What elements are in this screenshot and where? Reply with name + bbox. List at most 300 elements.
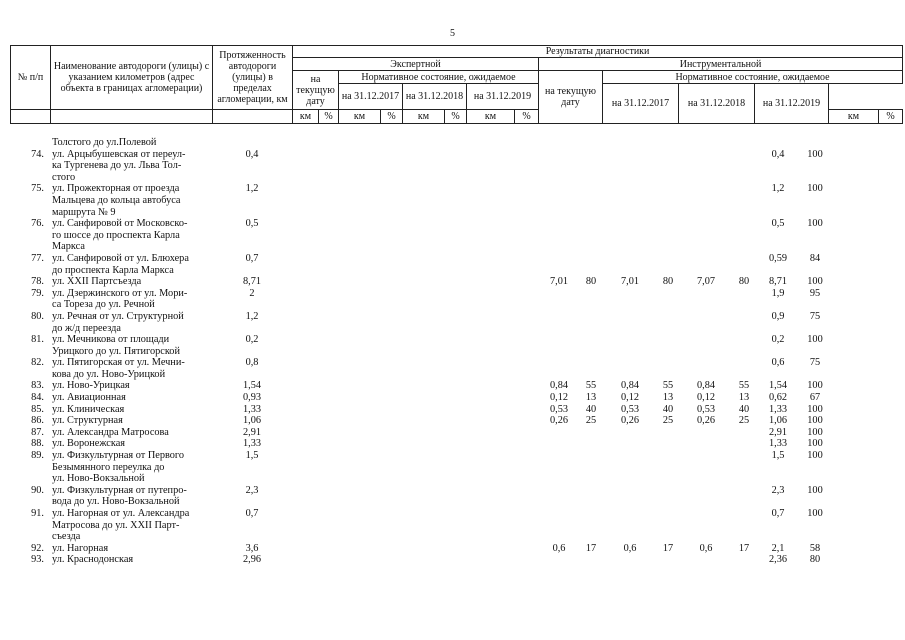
value-pct (318, 183, 338, 218)
table-row (10, 508, 902, 543)
road-length: 0,8 (245, 357, 259, 369)
road-name (50, 357, 212, 380)
road-name-line: маршрута № 9 (52, 206, 116, 218)
road-name (50, 438, 212, 450)
value-pct (734, 427, 754, 439)
value-km (466, 543, 514, 555)
value-km: 1,54 (768, 380, 788, 392)
value-km (338, 334, 380, 357)
table-row (10, 380, 902, 392)
value-km (466, 357, 514, 380)
value-km (538, 311, 580, 334)
value-km (292, 311, 318, 334)
table-row (10, 554, 902, 566)
value-km (602, 253, 658, 276)
road-name (50, 404, 212, 416)
value-km (678, 357, 734, 380)
value-pct (580, 334, 602, 357)
value-pct (318, 334, 338, 357)
value-pct (658, 554, 678, 566)
value-km (678, 427, 734, 439)
road-name (50, 380, 212, 392)
row-number: 74. (31, 148, 44, 160)
value-pct (380, 253, 402, 276)
value-km (678, 508, 734, 543)
value-pct (380, 137, 402, 149)
road-name-line: ул. XXII Партсъезда (52, 276, 142, 288)
value-km: 8,71 (768, 276, 788, 288)
value-km (292, 554, 318, 566)
road-name-line: стого (52, 171, 76, 183)
table-row (10, 404, 902, 416)
road-length: 1,2 (245, 310, 259, 322)
table-row (10, 357, 902, 380)
value-km: 0,6 (552, 542, 566, 554)
value-km (602, 485, 658, 508)
value-pct (444, 508, 466, 543)
unit-km: км (467, 110, 515, 124)
value-km (678, 485, 734, 508)
row-number: 89. (31, 450, 44, 462)
value-pct (734, 450, 754, 485)
value-km: 1,9 (771, 287, 785, 299)
value-km (466, 334, 514, 357)
value-pct (380, 357, 402, 380)
value-pct (658, 149, 678, 184)
row-number: 84. (31, 392, 44, 404)
value-pct (444, 380, 466, 392)
value-pct (380, 543, 402, 555)
table-row (10, 392, 902, 404)
value-km (402, 183, 444, 218)
value-pct (658, 450, 678, 485)
value-pct (444, 450, 466, 485)
value-pct: 80 (809, 554, 821, 566)
value-pct: 13 (585, 392, 597, 404)
value-km (678, 334, 734, 357)
value-km (538, 137, 580, 149)
value-km (538, 253, 580, 276)
table-row (10, 450, 902, 485)
value-pct (318, 450, 338, 485)
value-km: 0,9 (771, 310, 785, 322)
value-km (402, 543, 444, 555)
value-km (292, 149, 318, 184)
value-pct (658, 311, 678, 334)
value-pct (318, 415, 338, 427)
table-row (10, 427, 902, 439)
value-km (466, 380, 514, 392)
table-row (10, 311, 902, 334)
value-km: 2,36 (768, 554, 788, 566)
value-km (292, 334, 318, 357)
value-pct: 80 (585, 276, 597, 288)
road-name-line: ка Тургенева до ул. Льва Тол- (52, 160, 182, 172)
road-name (50, 450, 212, 485)
value-pct (380, 149, 402, 184)
header-current-instr: на текущую дату (539, 71, 603, 124)
value-pct (658, 508, 678, 543)
value-pct (734, 149, 754, 184)
value-pct: 75 (809, 357, 821, 369)
value-km (466, 276, 514, 288)
value-km (338, 380, 380, 392)
value-pct: 100 (807, 508, 823, 519)
value-km (538, 334, 580, 357)
value-pct (444, 554, 466, 566)
value-km (338, 427, 380, 439)
value-km (338, 357, 380, 380)
value-pct (514, 427, 538, 439)
value-km (466, 183, 514, 218)
value-pct: 95 (809, 287, 821, 299)
road-name (50, 183, 212, 218)
row-number: 75. (31, 183, 44, 195)
value-km: 0,6 (771, 357, 785, 369)
road-name (50, 218, 212, 253)
header-normative-instr: Нормативное состояние, ожидаемое (603, 71, 903, 84)
value-km: 0,26 (620, 415, 640, 427)
value-km (466, 137, 514, 149)
table-row (10, 183, 902, 218)
road-name-line: съезда (52, 531, 81, 543)
value-km (466, 149, 514, 184)
value-km (538, 427, 580, 439)
value-pct: 13 (662, 392, 674, 404)
row-number: 88. (31, 438, 44, 450)
road-name-line: ул. Пятигорская от ул. Мечни- (52, 357, 185, 369)
row-number: 82. (31, 357, 44, 369)
value-pct (734, 334, 754, 357)
value-km: 0,59 (768, 252, 788, 264)
value-pct (444, 334, 466, 357)
value-pct (380, 427, 402, 439)
value-pct (580, 357, 602, 380)
header-expert-2018: на 31.12.2018 (403, 84, 467, 110)
value-km (292, 485, 318, 508)
value-km (538, 288, 580, 311)
value-pct (658, 218, 678, 253)
value-pct: 25 (662, 415, 674, 427)
road-name-line: ул. Ново-Вокзальной (52, 473, 145, 485)
value-km (402, 288, 444, 311)
value-km: 0,5 (771, 218, 785, 230)
value-pct (734, 485, 754, 508)
value-km (466, 311, 514, 334)
value-km (292, 183, 318, 218)
road-name (50, 554, 212, 566)
header-normative-expert: Нормативное состояние, ожидаемое (339, 71, 539, 84)
value-km (402, 380, 444, 392)
value-km (402, 485, 444, 508)
value-pct: 100 (807, 450, 823, 462)
value-km (602, 137, 658, 149)
road-length: 1,33 (242, 438, 262, 450)
road-name (50, 311, 212, 334)
value-km: 2,1 (771, 542, 785, 554)
road-name-line: ул. Ново-Урицкая (52, 380, 130, 392)
value-pct (380, 183, 402, 218)
value-km (538, 508, 580, 543)
road-name (50, 543, 212, 555)
value-km (402, 554, 444, 566)
value-km (602, 450, 658, 485)
value-pct: 55 (662, 380, 674, 392)
value-pct (514, 485, 538, 508)
value-pct (734, 183, 754, 218)
value-pct (380, 311, 402, 334)
road-name (50, 276, 212, 288)
road-name-line: ул. Воронежская (52, 438, 126, 450)
value-km (338, 404, 380, 416)
value-pct: 75 (809, 310, 821, 322)
value-pct (380, 288, 402, 311)
value-pct (580, 450, 602, 485)
value-km (602, 288, 658, 311)
value-pct (318, 311, 338, 334)
value-pct (318, 508, 338, 543)
value-km (292, 508, 318, 543)
value-km (678, 450, 734, 485)
value-km (402, 311, 444, 334)
value-pct (514, 137, 538, 149)
value-pct (514, 334, 538, 357)
road-length: 1,06 (242, 415, 262, 427)
value-pct (318, 218, 338, 253)
value-pct (734, 218, 754, 253)
value-pct (318, 137, 338, 149)
value-km (292, 404, 318, 416)
value-km (678, 183, 734, 218)
value-km: 0,53 (696, 403, 716, 415)
value-pct: 100 (807, 148, 823, 160)
value-pct (514, 508, 538, 543)
row-number: 78. (31, 276, 44, 288)
value-pct: 17 (585, 542, 597, 554)
value-km (602, 149, 658, 184)
road-length: 0,4 (245, 148, 259, 160)
road-name-line: ул. Речная от ул. Структурной (52, 310, 184, 322)
value-pct (318, 276, 338, 288)
value-pct (514, 404, 538, 416)
header-expert: Экспертной (293, 58, 539, 71)
unit-km: км (293, 110, 319, 124)
table-row (10, 253, 902, 276)
value-km (402, 137, 444, 149)
value-km (678, 438, 734, 450)
value-km (402, 438, 444, 450)
road-name-line: до ж/д переезда (52, 322, 121, 334)
table-row (10, 415, 902, 427)
value-pct: 40 (738, 403, 750, 415)
value-km: 0,26 (696, 415, 716, 427)
road-name-line: до проспекта Карла Маркса (52, 264, 174, 276)
road-length: 1,5 (245, 450, 259, 462)
road-length: 1,33 (242, 403, 262, 415)
header-num-blank (11, 110, 51, 124)
value-pct: 40 (662, 403, 674, 415)
value-km (538, 357, 580, 380)
road-name-line: ул. Санфировой от ул. Блюхера (52, 252, 189, 264)
value-km (538, 183, 580, 218)
value-km (466, 450, 514, 485)
table-row (10, 334, 902, 357)
value-km (292, 380, 318, 392)
value-km (402, 149, 444, 184)
value-km: 0,4 (771, 148, 785, 160)
value-km (538, 438, 580, 450)
value-km: 0,6 (623, 542, 637, 554)
value-pct (318, 404, 338, 416)
value-pct (514, 438, 538, 450)
value-km: 0,84 (620, 380, 640, 392)
unit-km: км (339, 110, 381, 124)
header-instr-2019: на 31.12.2019 (755, 84, 829, 124)
value-pct (318, 253, 338, 276)
value-km (466, 288, 514, 311)
value-pct: 80 (738, 276, 750, 288)
header-num: № п/п (11, 46, 51, 110)
road-name-line: ул. Нагорная (52, 542, 109, 554)
value-km: 0,6 (699, 542, 713, 554)
value-pct (734, 288, 754, 311)
row-number: 91. (31, 508, 44, 519)
value-pct (580, 137, 602, 149)
page-number: 5 (450, 28, 455, 39)
value-km (602, 334, 658, 357)
value-km (338, 485, 380, 508)
road-name (50, 137, 212, 149)
road-name-line: Урицкого до ул. Пятигорской (52, 345, 180, 357)
value-km: 0,7 (771, 508, 785, 519)
value-pct (318, 288, 338, 311)
value-pct: 100 (807, 438, 823, 450)
value-km (402, 218, 444, 253)
value-km (602, 218, 658, 253)
value-km (292, 450, 318, 485)
value-pct (658, 183, 678, 218)
table-body (10, 137, 902, 566)
value-pct (514, 276, 538, 288)
row-number: 77. (31, 252, 44, 264)
value-km (402, 334, 444, 357)
value-km (466, 427, 514, 439)
value-pct (318, 149, 338, 184)
road-name (50, 253, 212, 276)
value-km: 2,3 (771, 484, 785, 496)
value-km (678, 218, 734, 253)
value-pct (444, 288, 466, 311)
road-name-line: ул. Арцыбушевская от переул- (52, 148, 186, 160)
value-km (292, 415, 318, 427)
value-pct (444, 149, 466, 184)
value-km: 1,33 (768, 438, 788, 450)
value-km (338, 554, 380, 566)
value-km: 0,26 (549, 415, 569, 427)
road-name-line: ул. Физкультурная от путепро- (52, 484, 187, 496)
value-pct (514, 253, 538, 276)
value-pct: 55 (738, 380, 750, 392)
value-km (538, 485, 580, 508)
unit-km: км (829, 110, 879, 124)
road-name-line: го шоссе до проспекта Карла (52, 229, 180, 241)
value-km (602, 427, 658, 439)
value-pct (380, 450, 402, 485)
unit-pct: % (445, 110, 467, 124)
value-pct (514, 357, 538, 380)
road-name-line: ул. Авиационная (52, 392, 126, 404)
value-pct: 100 (807, 415, 823, 427)
road-name-line: кова до ул. Ново-Урицкой (52, 368, 166, 380)
row-number: 80. (31, 310, 44, 322)
value-pct: 17 (662, 542, 674, 554)
value-pct (444, 438, 466, 450)
value-km (292, 392, 318, 404)
value-pct (514, 288, 538, 311)
value-km (338, 253, 380, 276)
value-km (602, 508, 658, 543)
table-header (10, 45, 903, 124)
value-pct (734, 357, 754, 380)
road-name (50, 288, 212, 311)
value-pct: 100 (807, 218, 823, 230)
row-number (10, 137, 50, 149)
header-instr-2017: на 31.12.2017 (603, 84, 679, 124)
value-pct (580, 253, 602, 276)
value-km (292, 357, 318, 380)
table-row (10, 276, 902, 288)
value-km: 1,2 (771, 183, 785, 195)
value-km (538, 218, 580, 253)
value-pct (318, 392, 338, 404)
value-pct (658, 427, 678, 439)
value-pct (580, 427, 602, 439)
row-number: 93. (31, 554, 44, 566)
value-pct: 84 (809, 252, 821, 264)
road-name-line: ул. Прожекторная от проезда (52, 183, 180, 195)
road-name-line: ул. Дзержинского от ул. Мори- (52, 287, 188, 299)
value-pct: 100 (807, 380, 823, 392)
value-km: 0,12 (549, 392, 569, 404)
road-length: 2,91 (242, 426, 262, 438)
header-current-expert: на текущую дату (293, 71, 339, 110)
value-km (338, 276, 380, 288)
value-pct (380, 404, 402, 416)
value-pct (580, 218, 602, 253)
value-pct (444, 357, 466, 380)
value-pct (380, 392, 402, 404)
value-km (602, 357, 658, 380)
road-name (50, 485, 212, 508)
road-length (212, 137, 292, 149)
table-row (10, 485, 902, 508)
value-pct (580, 554, 602, 566)
value-pct (514, 149, 538, 184)
value-pct (580, 438, 602, 450)
unit-pct: % (381, 110, 403, 124)
row-number: 83. (31, 380, 44, 392)
value-pct: 17 (738, 542, 750, 554)
value-pct (514, 183, 538, 218)
road-name (50, 415, 212, 427)
value-pct (380, 415, 402, 427)
value-km: 0,12 (620, 392, 640, 404)
value-km: 7,01 (549, 276, 569, 288)
value-pct (580, 183, 602, 218)
value-pct (514, 543, 538, 555)
value-km (338, 543, 380, 555)
value-km: 0,12 (696, 392, 716, 404)
